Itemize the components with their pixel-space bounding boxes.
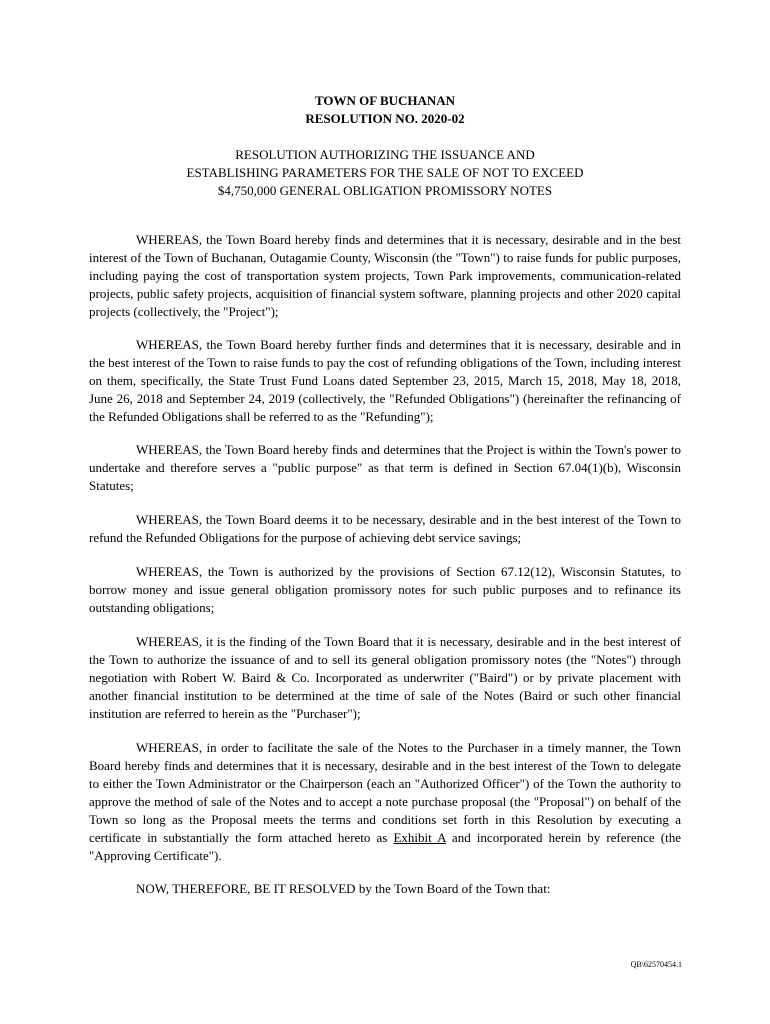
document-body: [89, 231, 681, 914]
whereas-paragraph-7: [89, 739, 681, 865]
town-title: TOWN OF BUCHANAN: [314, 93, 456, 108]
resolution-subtitle: [0, 146, 770, 200]
whereas-paragraph-3: WHEREAS, the Town Board hereby finds and determines that the Project is within the Town's power to undertake and therefore serves a "public purpose" as that term is defined in Section 67.04(1)(b), Wisconsin Statutes;: [89, 442, 681, 493]
paragraph-7-text-before: WHEREAS, in order to facilitate the sale of the Notes to the Purchaser in a timely manner, the Town Board hereby finds and determines that it is necessary, desirable and in the best interest of the Town to delegate to either the Town Administrator or the Chairperson (each an "Authorized Officer") of the Town the authority to approve the method of sale of the Notes and to accept a note purchase proposal (the "Proposal") on behalf of the Town so long as the Proposal meets the terms and conditions set forth in this Resolution by executing a certificate in substantially the form attached hereto as: [89, 740, 681, 845]
subtitle-line-3: $4,750,000 GENERAL OBLIGATION PROMISSORY NOTES: [217, 183, 553, 198]
document-reference-number: QB\62570454.1: [630, 960, 682, 969]
exhibit-a-reference: Exhibit A: [393, 830, 446, 845]
whereas-paragraph-4: WHEREAS, the Town Board deems it to be necessary, desirable and in the best interest of the Town to refund the Refunded Obligations for the purpose of achieving debt service savings;: [89, 512, 681, 545]
whereas-paragraph-1: WHEREAS, the Town Board hereby finds and determines that it is necessary, desirable and in the best interest of the Town of Buchanan, Outagamie County, Wisconsin (the "Town") to raise funds for public purposes, including paying the cost of transportation system projects, Town Park improvements, communication-related projects, public safety projects, acquisition of financial system software, planning projects and other 2020 capital projects (collectively, the "Project");: [89, 232, 681, 319]
subtitle-line-1: RESOLUTION AUTHORIZING THE ISSUANCE AND: [235, 147, 535, 162]
subtitle-line-2: ESTABLISHING PARAMETERS FOR THE SALE OF NOT TO EXCEED: [186, 165, 584, 180]
whereas-paragraph-6: WHEREAS, it is the finding of the Town Board that it is necessary, desirable and in the best interest of the Town to authorize the issuance of and to sell its general obligation promissory notes (the "Notes") through negotiation with Robert W. Baird & Co. Incorporated as underwriter ("Baird") or by private placement with another financial institution to be determined at the time of sale of the Notes (Baird or such other financial institution are referred to herein as the "Purchaser");: [89, 634, 681, 721]
paragraph-7-text-after: and incorporated herein by reference (the "Approving Certificate").: [89, 830, 681, 863]
document-header: [0, 92, 770, 128]
whereas-paragraph-2: WHEREAS, the Town Board hereby further finds and determines that it is necessary, desirable and in the best interest of the Town to raise funds to pay the cost of refunding obligations of the Town, including interest on them, specifically, the State Trust Fund Loans dated September 23, 2015, March 15, 2018, May 18, 2018, June 26, 2018 and September 24, 2019 (collectively, the "Refunded Obligations") (hereinafter the refinancing of the Refunded Obligations shall be referred to as the "Refunding");: [89, 337, 681, 424]
whereas-paragraph-5: WHEREAS, the Town is authorized by the provisions of Section 67.12(12), Wisconsin Statutes, to borrow money and issue general obligation promissory notes for such public purposes and to refinance its outstanding obligations;: [89, 564, 681, 615]
resolution-number: RESOLUTION NO. 2020-02: [305, 111, 465, 126]
resolved-clause: NOW, THEREFORE, BE IT RESOLVED by the Town Board of the Town that:: [136, 881, 551, 896]
